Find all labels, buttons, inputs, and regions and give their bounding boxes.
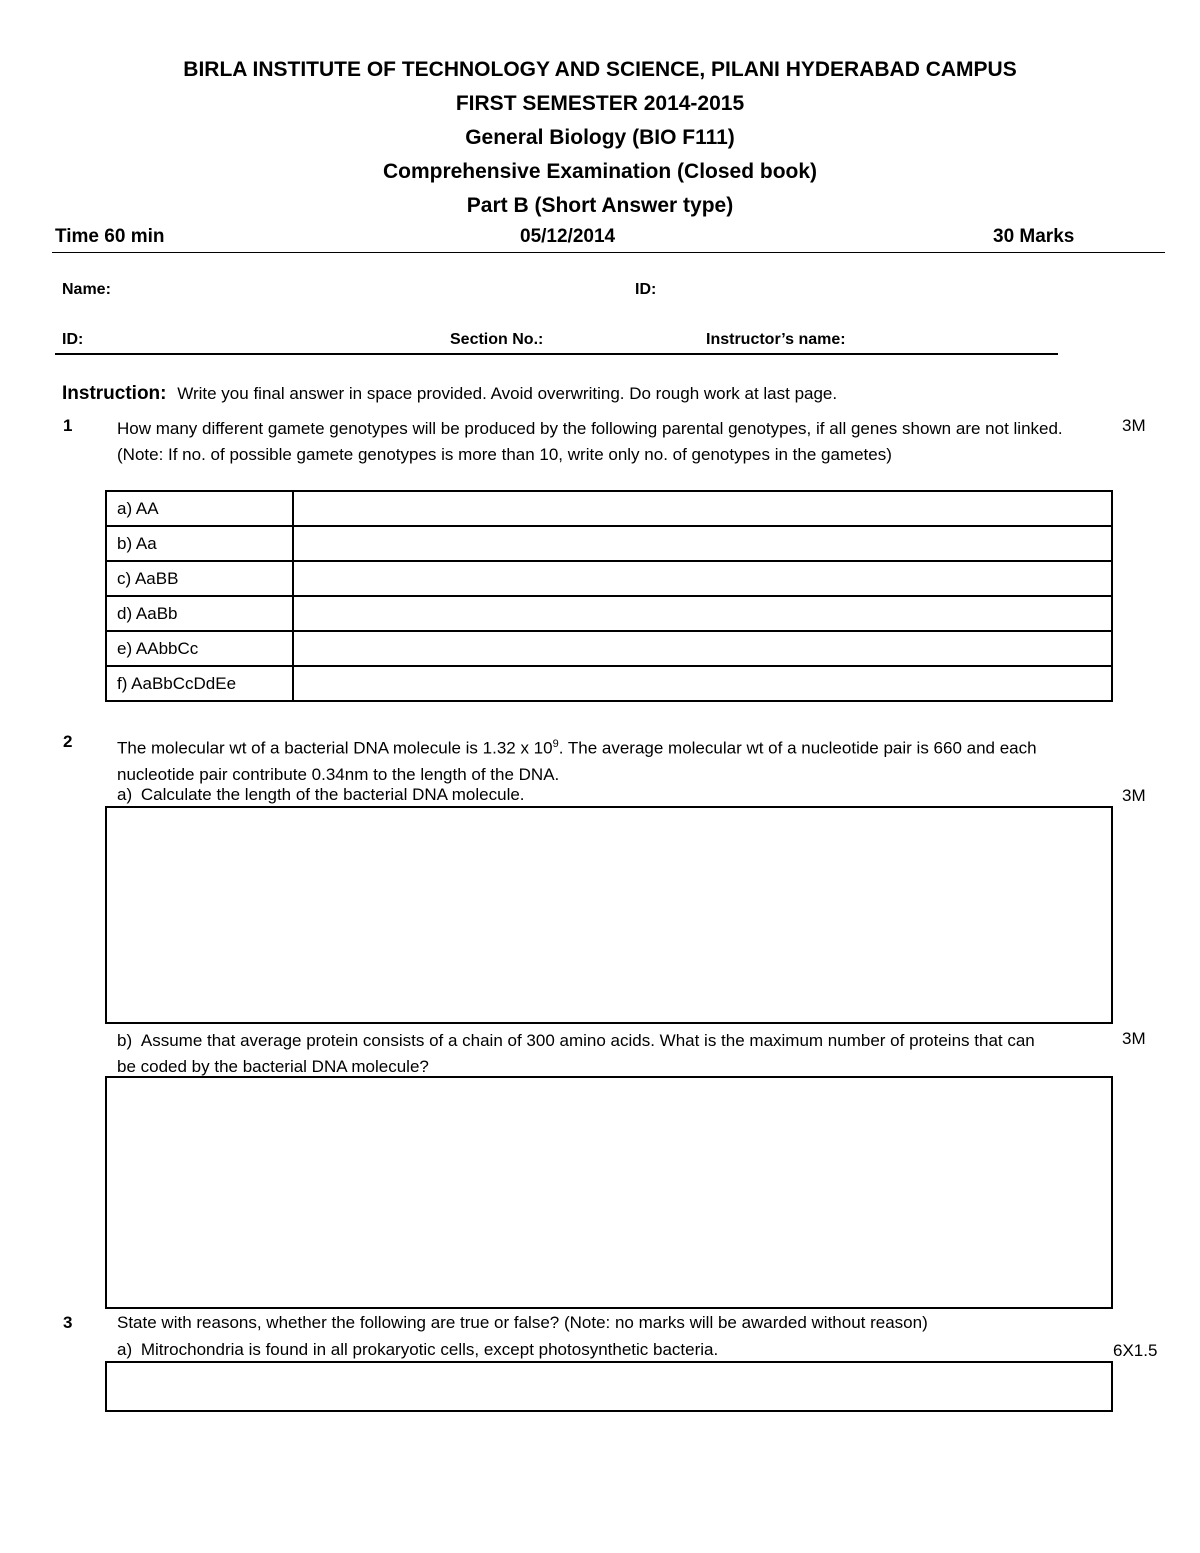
table-row	[106, 526, 1112, 561]
q2-number: 2	[63, 732, 73, 751]
q2a-prompt	[117, 785, 525, 805]
name-label: Name:	[62, 281, 111, 298]
semester-title: FIRST SEMESTER 2014-2015	[455, 92, 745, 115]
instructor-label: Instructor’s name:	[706, 331, 846, 348]
q3a-answer-box[interactable]	[105, 1361, 1113, 1412]
fields-underline	[55, 353, 1058, 355]
q1-row-label: a) AA	[106, 491, 293, 526]
q1-answer-cell[interactable]	[293, 631, 1112, 666]
q1-number: 1	[63, 416, 73, 435]
q1-row-label: f) AaBbCcDdEe	[106, 666, 293, 701]
q1-answer-table	[105, 490, 1113, 702]
q2-exponent: 9	[552, 738, 559, 750]
q2-text-before: The molecular wt of a bacterial DNA molecule is 1.32 x 10	[117, 738, 553, 758]
instruction-text: Write you final answer in space provided. Avoid overwriting. Do rough work at last page.	[177, 384, 838, 403]
q2a-answer-box[interactable]	[105, 806, 1113, 1024]
table-row	[106, 596, 1112, 631]
institute-title: BIRLA INSTITUTE OF TECHNOLOGY AND SCIENCE, PILANI HYDERABAD CAMPUS	[183, 58, 1017, 81]
course-title: General Biology (BIO F111)	[465, 126, 735, 149]
exam-date: 05/12/2014	[520, 226, 616, 247]
table-row	[106, 631, 1112, 666]
q3a-label: a)	[117, 1340, 133, 1359]
q1-answer-cell[interactable]	[293, 491, 1112, 526]
q1-row-label: b) Aa	[106, 526, 293, 561]
q2b-prompt	[117, 1028, 1047, 1080]
time-label: Time 60 min	[55, 226, 165, 247]
q3a-prompt	[117, 1340, 718, 1360]
q2-text	[117, 731, 1107, 788]
q1-row-label: c) AaBB	[106, 561, 293, 596]
q1-marks: 3M	[1122, 416, 1146, 435]
header-divider	[52, 252, 1165, 253]
q2b-label: b)	[117, 1031, 133, 1050]
instruction-label: Instruction:	[62, 383, 167, 404]
q2b-answer-box[interactable]	[105, 1076, 1113, 1309]
q1-answer-cell[interactable]	[293, 596, 1112, 631]
q3-marks: 6X1.5	[1113, 1341, 1158, 1360]
q1-row-label: d) AaBb	[106, 596, 293, 631]
q1-answer-cell[interactable]	[293, 666, 1112, 701]
q2a-marks: 3M	[1122, 786, 1146, 805]
q2a-text: Calculate the length of the bacterial DNA molecule.	[140, 785, 525, 804]
q1-row-label: e) AAbbCc	[106, 631, 293, 666]
q3-text: State with reasons, whether the following are true or false? (Note: no marks will be awarded without reason)	[117, 1313, 928, 1332]
q2b-text: Assume that average protein consists of a chain of 300 amino acids. What is the maximum number of proteins that can be coded by the bacterial DNA molecule?	[117, 1031, 1035, 1076]
q1-text: How many different gamete genotypes will be produced by the following parental genotypes, if all genes shown are not linked. (Note: If no. of possible gamete genotypes is more than 10, write only no. of genotypes in the gametes)	[117, 419, 1063, 464]
table-row	[106, 491, 1112, 526]
instruction	[62, 383, 837, 405]
exam-title: Comprehensive Examination (Closed book)	[382, 160, 818, 183]
q3-number: 3	[63, 1313, 73, 1332]
q1-answer-cell[interactable]	[293, 526, 1112, 561]
section-label: Section No.:	[450, 331, 544, 348]
total-marks: 30 Marks	[993, 226, 1075, 247]
id-label: ID:	[62, 331, 84, 348]
q1-answer-cell[interactable]	[293, 561, 1112, 596]
q2-text-after: . The average molecular wt of a nucleotide pair is 660 and each nucleotide pair contribute 0.34nm to the length of the DNA.	[117, 738, 1037, 784]
part-title: Part B (Short Answer type)	[466, 194, 734, 217]
q2b-marks: 3M	[1122, 1029, 1146, 1048]
table-row	[106, 561, 1112, 596]
table-row	[106, 666, 1112, 701]
q3a-text: Mitrochondria is found in all prokaryotic cells, except photosynthetic bacteria.	[140, 1340, 719, 1359]
id-label-right: ID:	[635, 281, 657, 298]
q2a-label: a)	[117, 785, 133, 804]
